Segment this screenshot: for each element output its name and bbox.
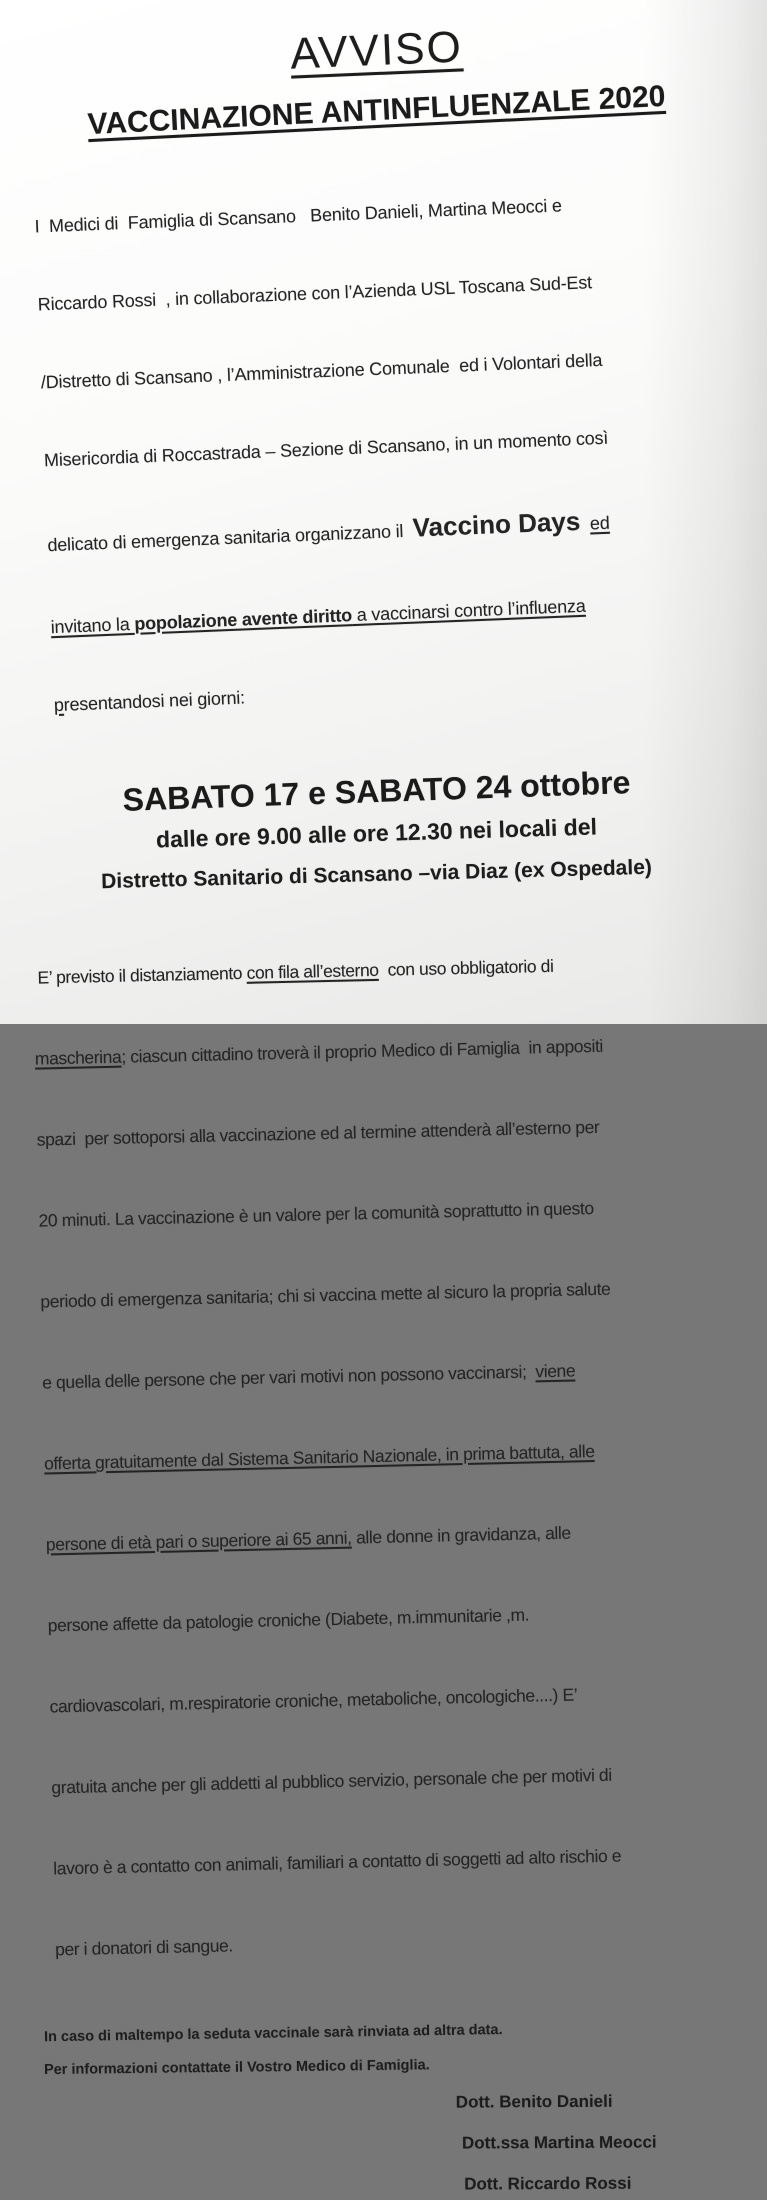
text-segment: E’ previsto il distanziamento	[32, 962, 247, 988]
text-segment: spazi per sottoporsi alla vaccinazione ed al termine attenderà all’esterno per	[36, 1116, 600, 1150]
text-segment: con uso obbligatorio di	[378, 955, 554, 980]
hours-line: dalle ore 9.00 alle ore 12.30 nei locali del	[155, 813, 598, 853]
text-segment: ; ciascun cittadino troverà il proprio Medico di Famiglia in appositi	[121, 1035, 604, 1067]
signatures	[44, 2088, 710, 2199]
text-segment: 20 minuti. La vaccinazione è un valore per la comunità soprattutto in questo	[38, 1198, 594, 1231]
location-line: Distretto Sanitario di Scansano –via Diaz (ex Ospedale)	[100, 855, 653, 894]
text-segment: I Medici di Famiglia di Scansano Benito Danieli, Martina Meocci e	[34, 195, 563, 237]
underlined-text-segment: p	[53, 694, 65, 716]
text-line	[42, 1354, 707, 1396]
text-segment: Riccardo Rossi , in collaborazione con l’Azienda USL Toscana Sud-Est	[37, 272, 593, 315]
text-segment: a vaccinarsi contro l’influenza	[351, 595, 586, 626]
text-segment: invitano la	[50, 613, 135, 638]
text-line	[38, 1193, 703, 1235]
underlined-text-segment: con fila all’esterno	[246, 959, 379, 983]
intro-paragraph	[32, 135, 721, 770]
underlined-text-segment: offerta gratuitamente dal Sistema Sanitario Nazionale, in prima battuta, alle	[43, 1441, 595, 1474]
text-line	[37, 265, 703, 318]
text-line	[55, 1921, 720, 1963]
text-segment: cardiovascolari, m.respiratorie croniche, metaboliche, oncologiche....) E’	[49, 1684, 578, 1717]
text-line	[40, 1274, 705, 1316]
underlined-text-segment: persone di età pari o superiore ai 65 anni,	[45, 1527, 352, 1555]
text-line	[36, 1112, 701, 1154]
text-line	[47, 499, 713, 563]
weather-note: In caso di maltempo la seduta vaccinale sarà rinviata ad altra data.	[43, 2022, 503, 2046]
text-line	[34, 187, 700, 240]
text-segment: /Distretto di Scansano , l’Amministrazione Comunale ed i Volontari della	[40, 349, 603, 393]
notice-title	[43, 12, 710, 90]
text-segment: persone affette da patologie croniche (Diabete, m.immunitarie ,m.	[47, 1604, 530, 1636]
text-line	[44, 1435, 709, 1477]
text-segment: alle donne in gravidanza, alle	[351, 1522, 571, 1548]
body-paragraph	[32, 896, 722, 2018]
text-segment: lavoro è a contatto con animali, familiari a contatto di soggetti ad alto rischio e	[53, 1845, 622, 1879]
info-note: Per informazioni contattate il Vostro Medico di Famiglia.	[43, 2057, 430, 2079]
text-line	[50, 588, 716, 641]
text-line	[33, 950, 698, 992]
underlined-text-segment: mascherina	[34, 1046, 122, 1069]
underlined-text-segment: ed	[589, 512, 610, 534]
signature-line: Dott. Benito Danieli	[455, 2091, 613, 2112]
text-segment: resentandosi nei giorni:	[63, 687, 246, 715]
bold-text-segment: popolazione avente diritto	[133, 605, 353, 634]
signature-line: Dott. Riccardo Rossi	[464, 2173, 632, 2194]
dates-heading: SABATO 17 e SABATO 24 ottobre	[122, 764, 631, 818]
text-segment: per i donatori di sangue.	[54, 1935, 234, 1960]
vaccino-days-text: Vaccino Days	[412, 505, 581, 543]
notice-title-text: AVVISO	[289, 22, 464, 79]
notice-subtitle	[44, 78, 710, 144]
text-line	[53, 1840, 718, 1882]
notice-subtitle-text: VACCINAZIONE ANTINFLUENZALE 2020	[86, 79, 667, 142]
text-line	[53, 665, 719, 718]
text-line	[49, 1678, 714, 1720]
text-segment: Misericordia di Roccastrada – Sezione di Scansano, in un momento così	[43, 427, 609, 471]
text-line	[47, 1597, 712, 1639]
text-segment: periodo di emergenza sanitaria; chi si vaccina mette al sicuro la propria salute	[40, 1278, 611, 1312]
text-line	[40, 343, 706, 396]
text-segment: gratuita anche per gli addetti al pubblico servizio, personale che per motivi di	[51, 1764, 612, 1798]
text-segment: delicato di emergenza sanitaria organizzano il	[47, 520, 414, 556]
signature-line: Dott.ssa Martina Meocci	[461, 2132, 657, 2153]
underlined-text-segment: viene	[535, 1360, 576, 1382]
text-line	[35, 1031, 700, 1073]
text-line	[44, 421, 710, 474]
text-line	[51, 1759, 716, 1801]
underlined-text-segment	[50, 596, 586, 637]
text-segment: e quella delle persone che per vari motivi non possono vaccinarsi;	[42, 1361, 536, 1393]
text-line	[46, 1516, 711, 1558]
